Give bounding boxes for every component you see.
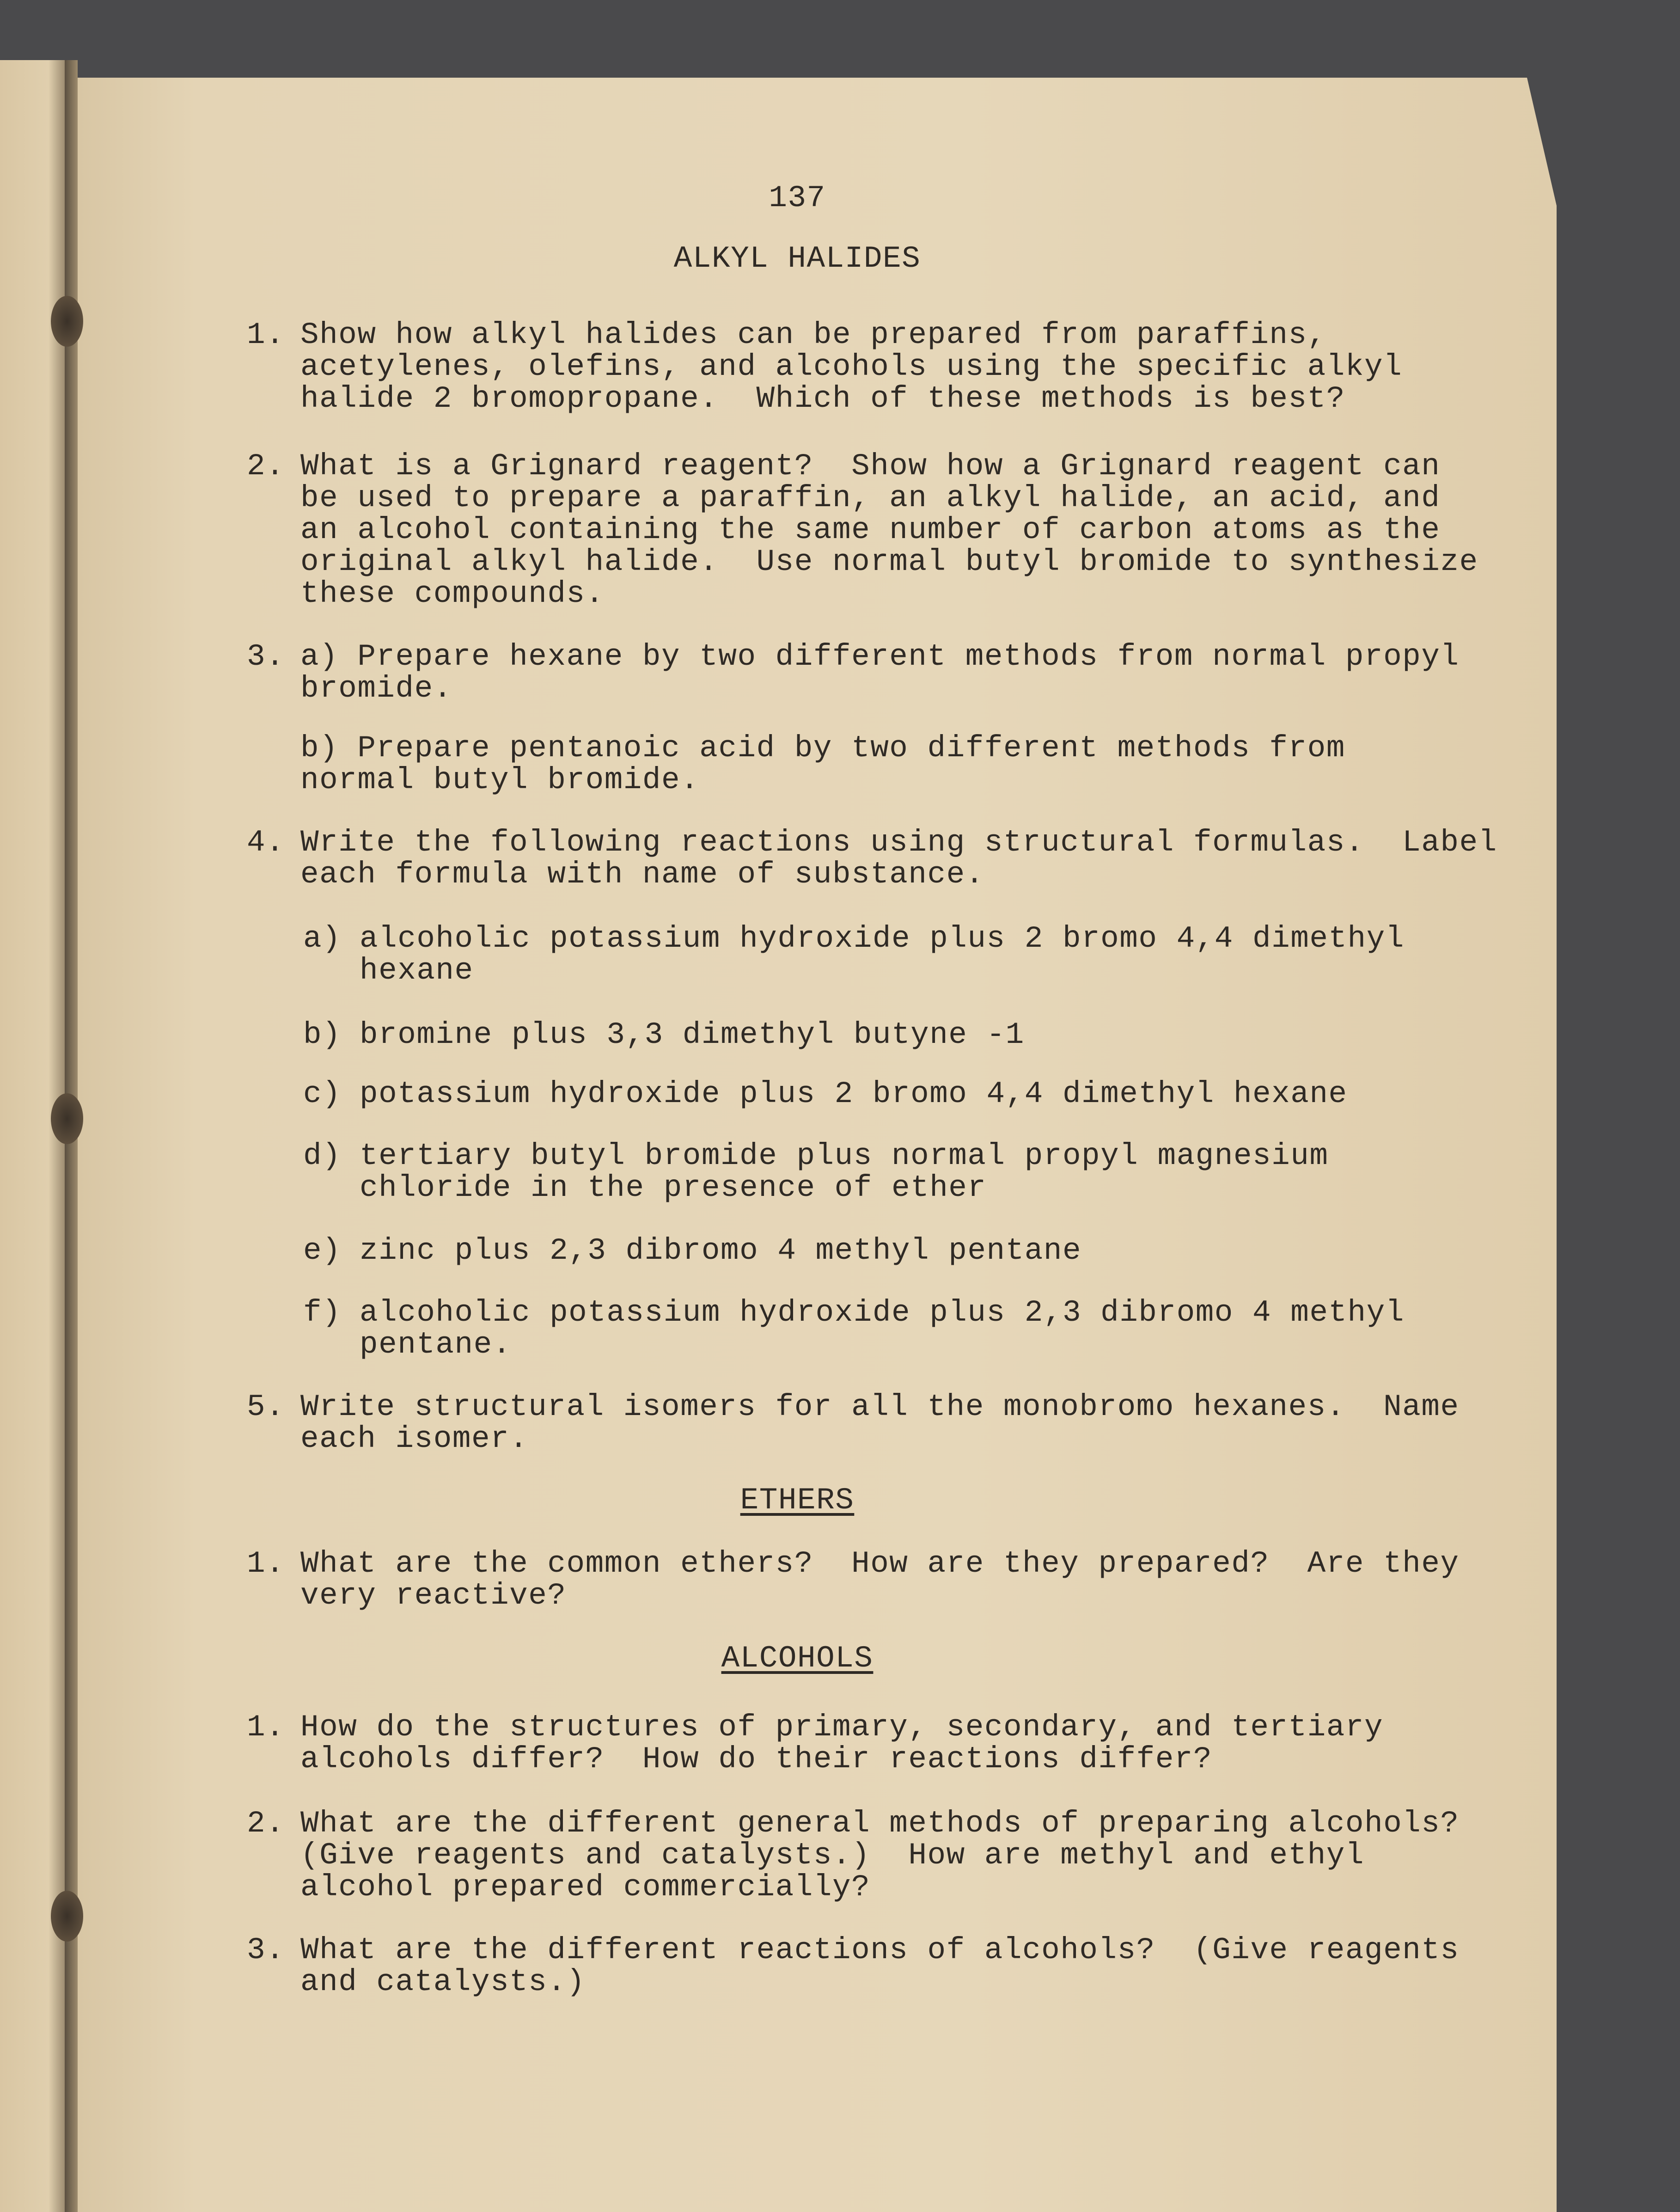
question-text: What are the different general methods of preparing alcohols? (Give reagents and catalysts.) How are methyl and ethyl alcohol prepared commercially? [300, 1806, 1460, 1905]
subitem-label: d) [303, 1139, 342, 1173]
subitem-text: alcoholic potassium hydroxide plus 2,3 dibromo 4 methyl pentane. [360, 1295, 1405, 1362]
question-text: What are the common ethers? How are they prepared? Are they very reactive? [300, 1546, 1460, 1613]
subitem-text: tertiary butyl bromide plus normal propyl magnesium chloride in the presence of ether [360, 1139, 1329, 1205]
item-number: 1. [247, 1546, 285, 1581]
question-text: How do the structures of primary, secondary, and tertiary alcohols differ? How do their reactions differ? [300, 1710, 1384, 1777]
subitem-text: bromine plus 3,3 dimethyl butyne -1 [360, 1017, 1025, 1052]
page-number: 137 [769, 181, 826, 215]
question-text: Write structural isomers for all the monobromo hexanes. Name each isomer. [300, 1390, 1460, 1456]
subitem-label: a) [303, 921, 342, 956]
subitem-label: f) [303, 1295, 342, 1330]
item-number: 3. [247, 1933, 285, 1967]
section-heading-alcohols: ALCOHOLS [721, 1641, 874, 1676]
subitem-label: e) [303, 1233, 342, 1268]
question-text: a) Prepare hexane by two different methods from normal propyl bromide. [300, 639, 1460, 706]
item-number: 2. [247, 449, 285, 484]
subitem-text: alcoholic potassium hydroxide plus 2 bromo 4,4 dimethyl hexane [360, 921, 1405, 988]
item-number: 1. [247, 318, 285, 352]
binding-hole [51, 296, 83, 347]
question-text: What is a Grignard reagent? Show how a Grignard reagent can be used to prepare a paraffin, an alkyl halide, an acid, and an alcohol containing the same number of carbon atoms as the original alkyl halide. Use normal butyl bromide to synthesize these compounds. [300, 449, 1478, 611]
item-number: 2. [247, 1806, 285, 1841]
section-heading-ethers: ETHERS [740, 1483, 855, 1518]
item-number: 5. [247, 1390, 285, 1424]
subitem-label: b) [303, 1017, 342, 1052]
binding-hole [51, 1891, 83, 1942]
question-text: b) Prepare pentanoic acid by two different methods from normal butyl bromide. [300, 731, 1345, 797]
question-text: Show how alkyl halides can be prepared from paraffins, acetylenes, olefins, and alcohols using the specific alkyl halide 2 bromopropane. Which of these methods is best? [300, 318, 1403, 416]
question-text: Write the following reactions using structural formulas. Label each formula with name of substance. [300, 825, 1497, 892]
subitem-label: c) [303, 1077, 342, 1111]
subitem-text: zinc plus 2,3 dibromo 4 methyl pentane [360, 1233, 1082, 1268]
question-text: What are the different reactions of alcohols? (Give reagents and catalysts.) [300, 1933, 1460, 1999]
subitem-text: potassium hydroxide plus 2 bromo 4,4 dimethyl hexane [360, 1077, 1348, 1111]
binding-hole [51, 1093, 83, 1144]
item-number: 1. [247, 1710, 285, 1745]
section-heading-alkyl-halides: ALKYL HALIDES [673, 241, 921, 276]
item-number: 3. [247, 639, 285, 674]
item-number: 4. [247, 825, 285, 860]
